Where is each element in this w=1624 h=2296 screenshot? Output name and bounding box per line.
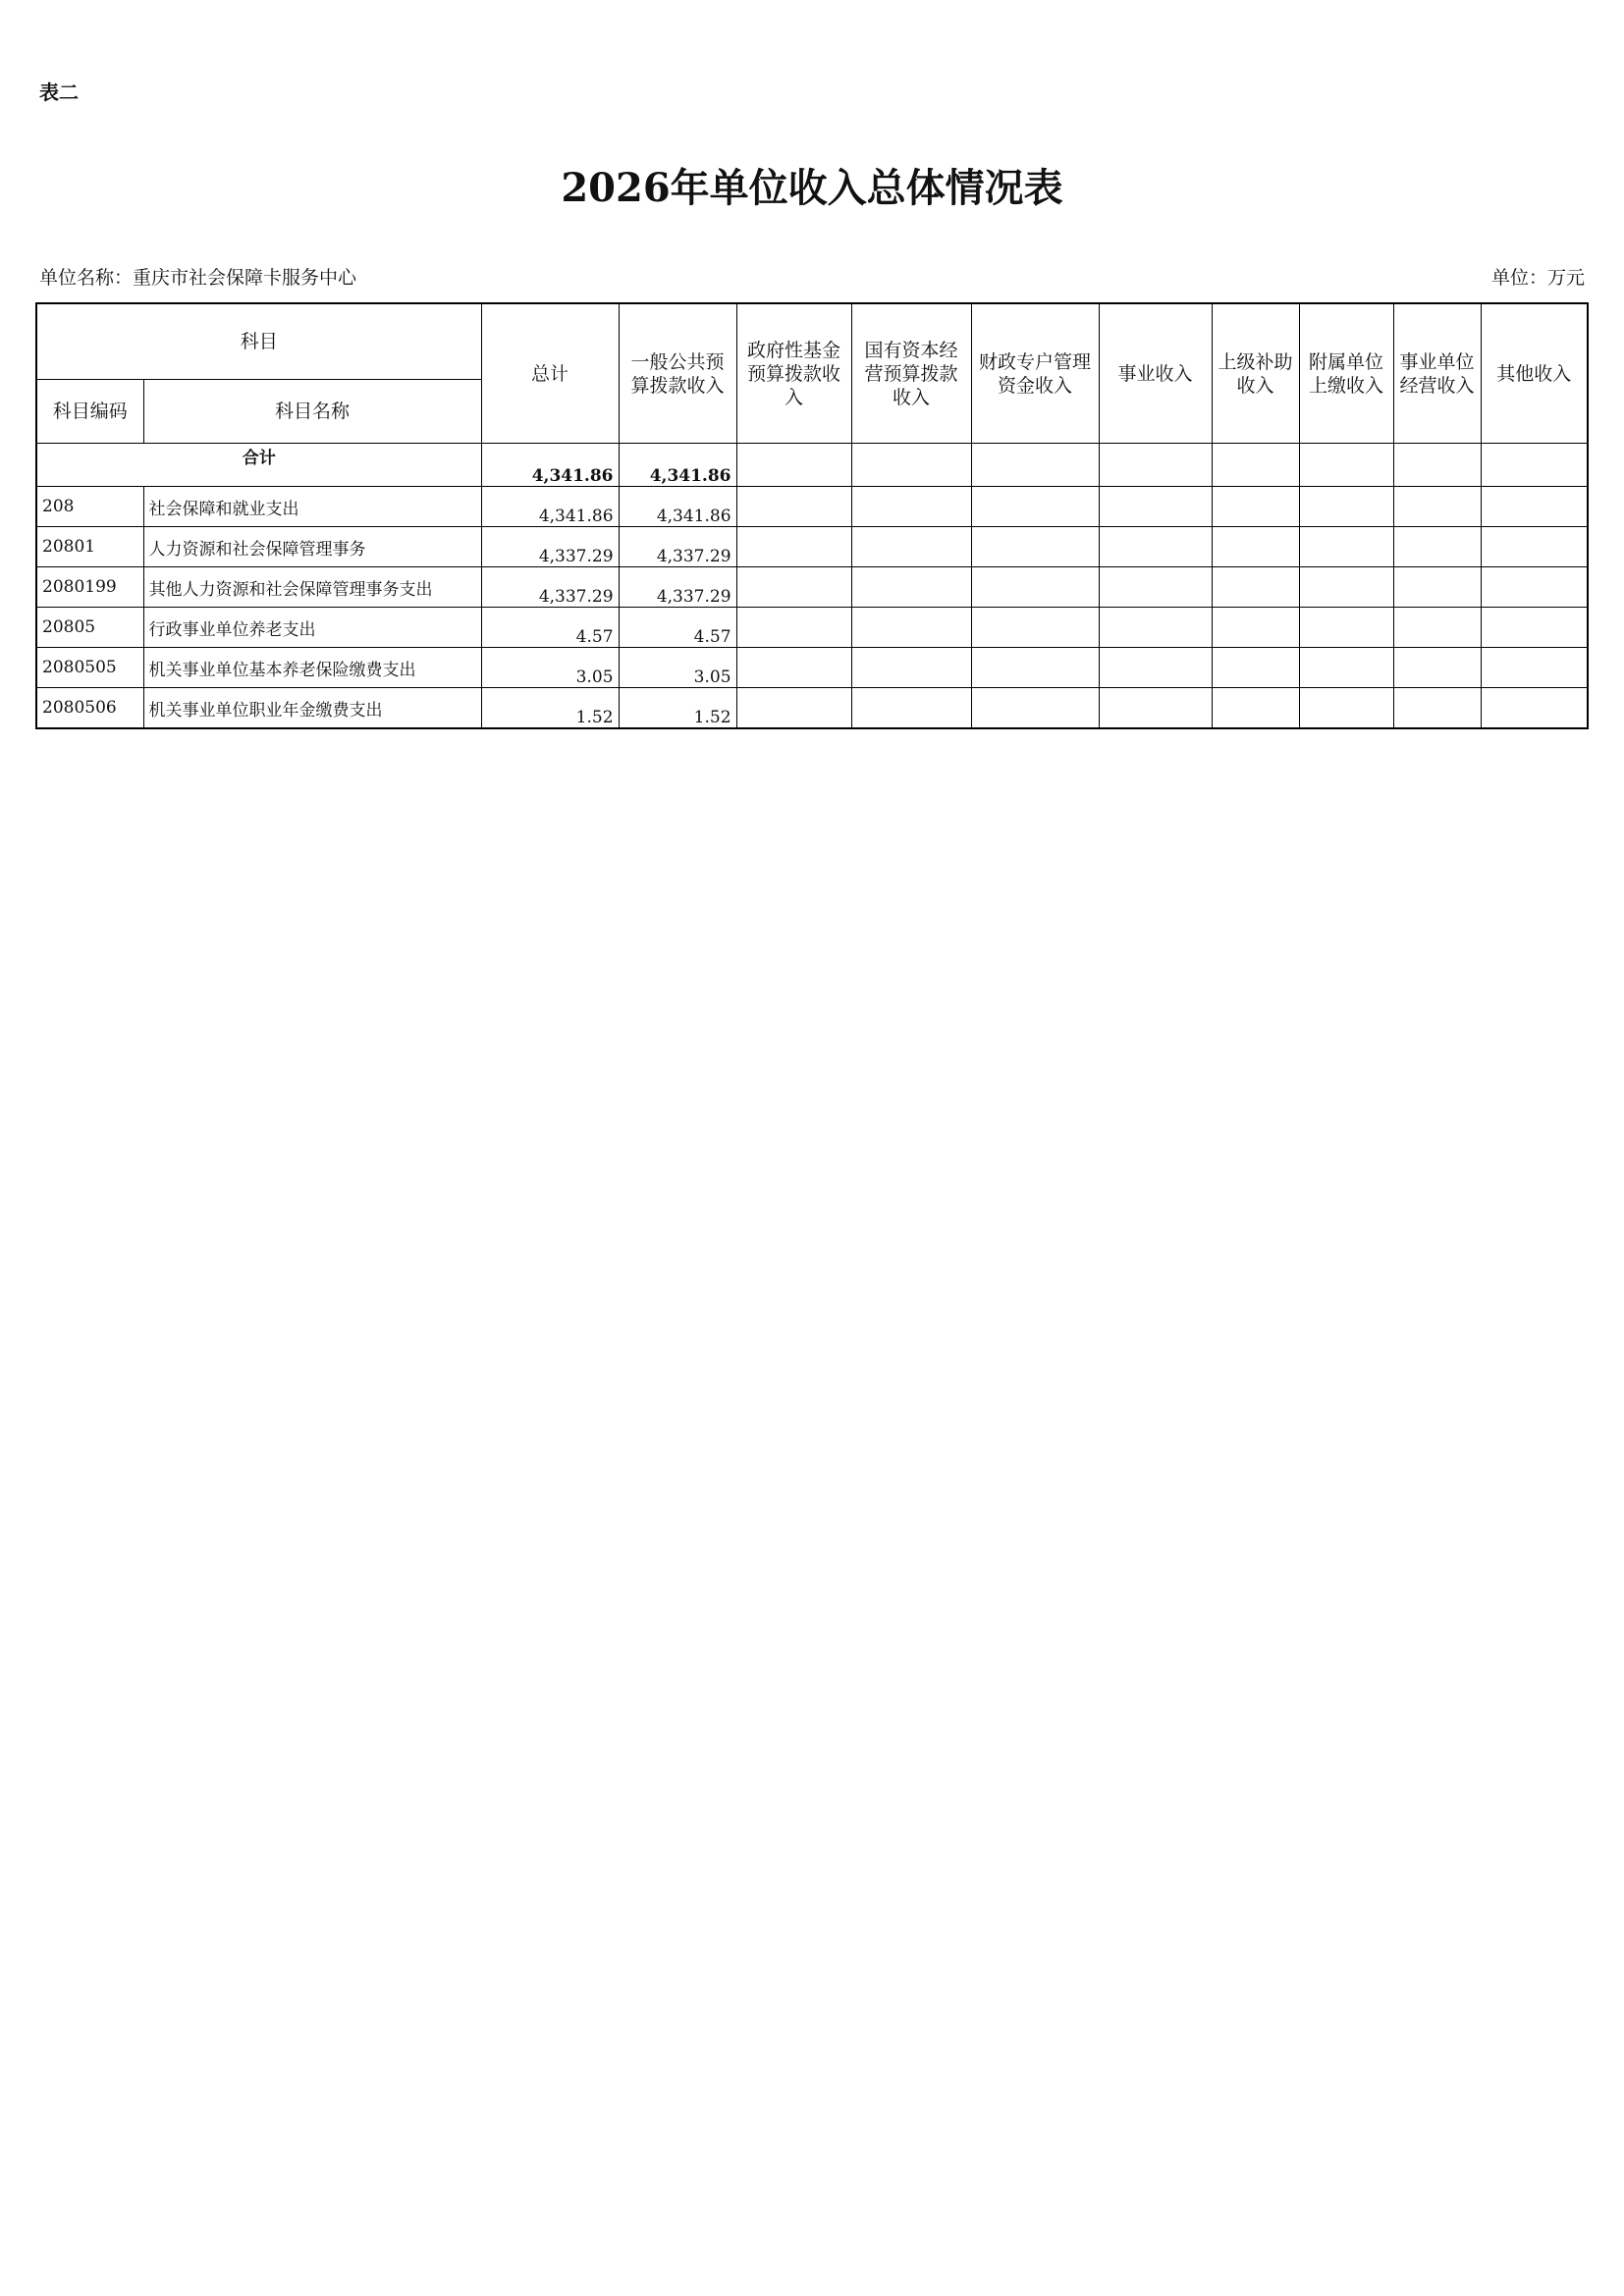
empty-cell xyxy=(1099,648,1212,688)
general-budget-cell: 4,337.29 xyxy=(619,567,736,608)
empty-cell xyxy=(851,487,971,527)
subject-code-cell: 2080199 xyxy=(36,567,143,608)
empty-cell xyxy=(971,608,1099,648)
header-subject: 科目 xyxy=(36,303,481,380)
empty-cell xyxy=(736,444,851,487)
empty-cell xyxy=(1393,567,1481,608)
income-table xyxy=(35,302,1589,729)
empty-cell xyxy=(851,444,971,487)
empty-cell xyxy=(736,567,851,608)
empty-cell xyxy=(1299,487,1393,527)
subject-code-cell: 20801 xyxy=(36,527,143,567)
header-total: 总计 xyxy=(481,303,619,444)
empty-cell xyxy=(1481,648,1588,688)
empty-cell xyxy=(971,648,1099,688)
table-row xyxy=(36,567,1588,608)
empty-cell xyxy=(1299,444,1393,487)
empty-cell xyxy=(736,648,851,688)
subject-name-cell: 其他人力资源和社会保障管理事务支出 xyxy=(143,567,481,608)
empty-cell xyxy=(736,527,851,567)
total-cell: 1.52 xyxy=(481,688,619,729)
empty-cell xyxy=(1212,567,1299,608)
empty-cell xyxy=(1299,567,1393,608)
empty-cell xyxy=(1393,688,1481,729)
empty-cell xyxy=(1299,527,1393,567)
general-budget-cell: 3.05 xyxy=(619,648,736,688)
empty-cell xyxy=(1393,527,1481,567)
empty-cell xyxy=(1481,527,1588,567)
empty-cell xyxy=(1099,567,1212,608)
page-title: 2026年单位收入总体情况表 xyxy=(561,165,1063,211)
total-cell: 4.57 xyxy=(481,608,619,648)
empty-cell xyxy=(971,487,1099,527)
empty-cell xyxy=(1099,608,1212,648)
empty-cell xyxy=(971,527,1099,567)
empty-cell xyxy=(1393,608,1481,648)
empty-cell xyxy=(971,567,1099,608)
empty-cell xyxy=(971,444,1099,487)
empty-cell xyxy=(1212,608,1299,648)
unit-measure: 单位：万元 xyxy=(1490,267,1585,289)
header-subject-name: 科目名称 xyxy=(143,380,481,444)
subject-code-cell: 20805 xyxy=(36,608,143,648)
empty-cell xyxy=(1212,688,1299,729)
subject-code-cell: 2080505 xyxy=(36,648,143,688)
general-budget-cell: 4,337.29 xyxy=(619,527,736,567)
header-business-income: 事业收入 xyxy=(1099,303,1212,444)
empty-cell xyxy=(851,608,971,648)
total-general-budget-cell: 4,341.86 xyxy=(619,444,736,487)
header-other-income: 其他收入 xyxy=(1481,303,1588,444)
empty-cell xyxy=(1212,648,1299,688)
subject-name-cell: 行政事业单位养老支出 xyxy=(143,608,481,648)
general-budget-cell: 1.52 xyxy=(619,688,736,729)
table-row xyxy=(36,487,1588,527)
general-budget-cell: 4.57 xyxy=(619,608,736,648)
subject-name-cell: 社会保障和就业支出 xyxy=(143,487,481,527)
empty-cell xyxy=(1099,444,1212,487)
total-total-cell: 4,341.86 xyxy=(481,444,619,487)
total-cell: 3.05 xyxy=(481,648,619,688)
empty-cell xyxy=(1099,688,1212,729)
empty-cell xyxy=(1212,487,1299,527)
subject-name-cell: 人力资源和社会保障管理事务 xyxy=(143,527,481,567)
table-label: 表二 xyxy=(39,80,79,104)
total-label: 合计 xyxy=(36,444,481,487)
empty-cell xyxy=(1212,444,1299,487)
subject-code-cell: 208 xyxy=(36,487,143,527)
general-budget-cell: 4,341.86 xyxy=(619,487,736,527)
empty-cell xyxy=(1481,608,1588,648)
empty-cell xyxy=(851,527,971,567)
empty-cell xyxy=(851,688,971,729)
empty-cell xyxy=(1299,608,1393,648)
empty-cell xyxy=(1212,527,1299,567)
header-general-budget: 一般公共预算拨款收入 xyxy=(619,303,736,444)
empty-cell xyxy=(736,608,851,648)
total-cell: 4,337.29 xyxy=(481,567,619,608)
table-row xyxy=(36,527,1588,567)
total-row xyxy=(36,444,1588,487)
empty-cell xyxy=(1299,688,1393,729)
empty-cell xyxy=(1393,487,1481,527)
unit-name: 单位名称：重庆市社会保障卡服务中心 xyxy=(39,267,357,289)
header-superior-subsidy: 上级补助收入 xyxy=(1212,303,1299,444)
empty-cell xyxy=(1481,567,1588,608)
empty-cell xyxy=(851,567,971,608)
empty-cell xyxy=(1099,527,1212,567)
table-row xyxy=(36,608,1588,648)
table-row xyxy=(36,688,1588,729)
total-cell: 4,341.86 xyxy=(481,487,619,527)
total-cell: 4,337.29 xyxy=(481,527,619,567)
empty-cell xyxy=(1481,688,1588,729)
empty-cell xyxy=(736,688,851,729)
header-business-operating: 事业单位经营收入 xyxy=(1393,303,1481,444)
empty-cell xyxy=(1299,648,1393,688)
subject-name-cell: 机关事业单位基本养老保险缴费支出 xyxy=(143,648,481,688)
subject-code-cell: 2080506 xyxy=(36,688,143,729)
table-row xyxy=(36,648,1588,688)
empty-cell xyxy=(851,648,971,688)
empty-cell xyxy=(1099,487,1212,527)
empty-cell xyxy=(736,487,851,527)
empty-cell xyxy=(971,688,1099,729)
empty-cell xyxy=(1481,444,1588,487)
header-affiliated-unit: 附属单位上缴收入 xyxy=(1299,303,1393,444)
empty-cell xyxy=(1481,487,1588,527)
empty-cell xyxy=(1393,648,1481,688)
empty-cell xyxy=(1393,444,1481,487)
header-gov-fund: 政府性基金预算拨款收入 xyxy=(736,303,851,444)
header-fiscal-special: 财政专户管理资金收入 xyxy=(971,303,1099,444)
header-subject-code: 科目编码 xyxy=(36,380,143,444)
header-state-capital: 国有资本经营预算拨款收入 xyxy=(851,303,971,444)
subject-name-cell: 机关事业单位职业年金缴费支出 xyxy=(143,688,481,729)
